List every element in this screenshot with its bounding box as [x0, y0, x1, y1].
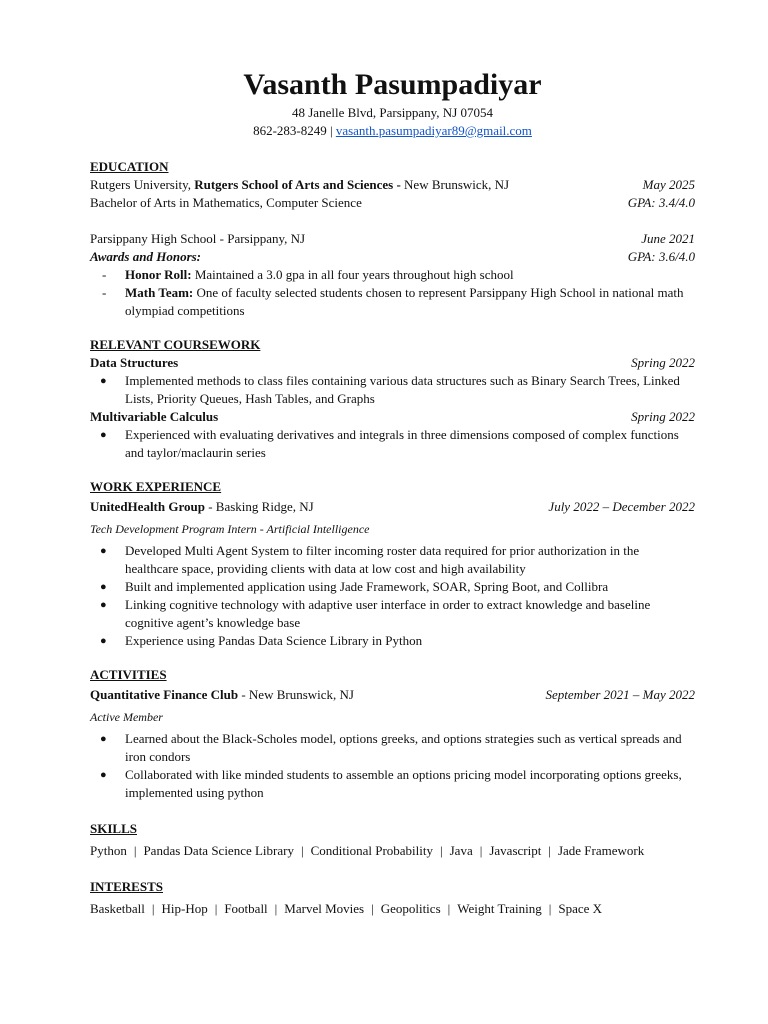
list-item: ● Linking cognitive technology with adaptive user interface in order to extract knowledge and baseline cognitive agent’s knowledge base [90, 596, 695, 632]
rutgers-degree: Bachelor of Arts in Mathematics, Computer Science [90, 195, 362, 210]
course-row [90, 354, 695, 372]
awards-row [90, 248, 695, 266]
highschool-row [90, 230, 695, 248]
course-row [90, 408, 695, 426]
activity-bullets [90, 730, 695, 802]
list-item: - Honor Roll: Maintained a 3.0 gpa in all four years throughout high school [90, 266, 695, 284]
course-name: Data Structures [90, 355, 179, 370]
list-item: ● Collaborated with like minded students to assemble an options pricing model incorporating options greeks, implemented using python [90, 766, 695, 802]
activity-row [90, 686, 695, 704]
work-date: July 2022 – December 2022 [548, 499, 695, 514]
contact-line [90, 122, 695, 140]
activity-org: Quantitative Finance Club - New Brunswick, NJ [90, 687, 354, 702]
skill-item: Javascript [489, 843, 542, 858]
awards-list [90, 266, 695, 320]
interest-item: Marvel Movies [284, 901, 365, 916]
education-heading: EDUCATION [90, 159, 169, 174]
skills-heading: SKILLS [90, 821, 137, 836]
work-row [90, 498, 695, 516]
highschool-date: June 2021 [641, 231, 695, 246]
work-employer: UnitedHealth Group - Basking Ridge, NJ [90, 499, 314, 514]
skill-item: Jade Framework [557, 843, 645, 858]
work-role: Tech Development Program Intern - Artificial Intelligence [90, 522, 370, 536]
activity-role: Active Member [90, 710, 163, 724]
interests-list: Basketball | Hip-Hop | Football | Marvel Movies | Geopolitics | Weight Training | Space X [90, 901, 603, 916]
skill-item: Python [90, 843, 127, 858]
skill-item: Pandas Data Science Library [143, 843, 294, 858]
skill-item: Conditional Probability [310, 843, 434, 858]
list-item: ● Learned about the Black-Scholes model, options greeks, and options strategies such as vertical spreads and iron condors [90, 730, 695, 766]
work-heading: WORK EXPERIENCE [90, 479, 222, 494]
activities-heading: ACTIVITIES [90, 667, 167, 682]
rutgers-row [90, 176, 695, 194]
course-bullets [90, 372, 695, 408]
interests-heading: INTERESTS [90, 879, 163, 894]
activity-date: September 2021 – May 2022 [545, 687, 695, 702]
rutgers-degree-row [90, 194, 695, 212]
course-bullets [90, 426, 695, 462]
skill-item: Java [449, 843, 473, 858]
interest-item: Weight Training [457, 901, 542, 916]
rutgers-date: May 2025 [642, 177, 695, 192]
rutgers-institution: Rutgers University, Rutgers School of Arts and Sciences - New Brunswick, NJ [90, 177, 510, 192]
resume-page [90, 66, 695, 918]
interest-item: Space X [558, 901, 603, 916]
list-item: ● Implemented methods to class files containing various data structures such as Binary Search Trees, Linked Lists, Priority Queues, Hash Tables, and Graphs [90, 372, 695, 408]
list-item: ● Developed Multi Agent System to filter incoming roster data required for prior authorization in the healthcare space, providing clients with data at low cost and high availability [90, 542, 695, 578]
rutgers-gpa: GPA: 3.4/4.0 [627, 195, 695, 210]
list-item: ● Built and implemented application using Jade Framework, SOAR, Spring Boot, and Collibra [90, 578, 695, 596]
list-item: - Math Team: One of faculty selected students chosen to represent Parsippany High School in national math olympiad competitions [90, 284, 695, 320]
highschool-name: Parsippany High School - Parsippany, NJ [90, 231, 306, 246]
list-item: ● Experience using Pandas Data Science Library in Python [90, 632, 695, 650]
address: 48 Janelle Blvd, Parsippany, NJ 07054 [292, 105, 493, 120]
phone: 862-283-8249 | [253, 123, 336, 138]
interest-item: Football [224, 901, 268, 916]
candidate-name: Vasanth Pasumpadiyar [243, 68, 542, 101]
skills-list: Python | Pandas Data Science Library | Conditional Probability | Java | Javascript | Jade Framework [90, 843, 645, 858]
course-date: Spring 2022 [631, 355, 695, 370]
email-link[interactable]: vasanth.pasumpadiyar89@gmail.com [335, 123, 532, 138]
course-name: Multivariable Calculus [90, 409, 219, 424]
highschool-gpa: GPA: 3.6/4.0 [627, 249, 695, 264]
interest-item: Hip-Hop [161, 901, 208, 916]
interest-item: Basketball [90, 901, 145, 916]
course-date: Spring 2022 [631, 409, 695, 424]
awards-label: Awards and Honors: [90, 249, 202, 264]
work-bullets [90, 542, 695, 650]
coursework-heading: RELEVANT COURSEWORK [90, 337, 261, 352]
list-item: ● Experienced with evaluating derivatives and integrals in three dimensions composed of complex functions and taylor/maclaurin series [90, 426, 695, 462]
interest-item: Geopolitics [380, 901, 441, 916]
